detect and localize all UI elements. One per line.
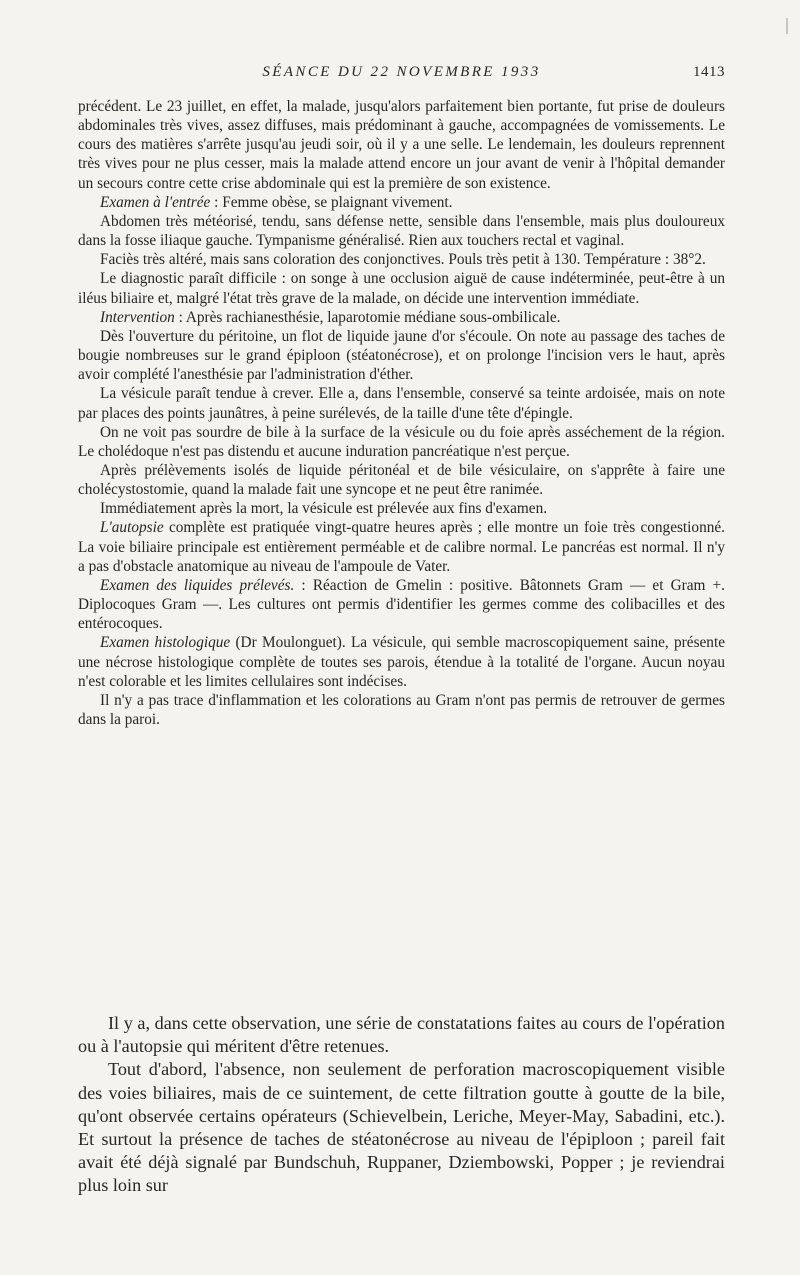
discussion-body — [78, 1012, 725, 1198]
paragraph — [78, 633, 725, 690]
italic-label: Examen à l'entrée — [100, 193, 211, 211]
paragraph — [78, 308, 725, 327]
paragraph: Il n'y a pas trace d'inflammation et les colorations au Gram n'ont pas permis de retrouver de germes dans la paroi. — [78, 691, 725, 728]
italic-label: Intervention — [100, 308, 175, 326]
paragraph: Faciès très altéré, mais sans coloration des conjonctives. Pouls très petit à 130. Température : 38°2. — [100, 251, 706, 269]
paragraph-text: : Réaction de Gmelin : positive. Bâtonnets Gram — et Gram +. Diplocoques Gram —. Les cultures ont permis d'identifier les germes comme des colibacilles et des entérocoques. — [78, 576, 726, 633]
paragraph — [78, 576, 725, 633]
running-header — [78, 64, 725, 86]
paragraph: Abdomen très météorisé, tendu, sans défense nette, sensible dans l'ensemble, mais plus douloureux dans la fosse iliaque gauche. Tympanisme généralisé. Rien aux touchers rectal et vaginal. — [78, 212, 725, 250]
paragraph-text: (Dr Moulonguet). La vésicule, qui semble macroscopiquement saine, présente une nécrose histologique complète de toutes ses parois, étendue à la totalité de l'organe. Aucun noyau n'est colorable et les limites cellulaires sont indécises. — [78, 634, 725, 690]
page-number: 1413 — [693, 64, 725, 80]
paragraph-text: : Après rachianesthésie, laparotomie médiane sous-ombilicale. — [174, 308, 561, 326]
italic-label: L'autopsie — [100, 519, 164, 537]
paragraph: Dès l'ouverture du péritoine, un flot de liquide jaune d'or s'écoule. On note au passage des taches de bougie nombreuses sur le grand épiploon (stéatonécrose), et on prolonge l'incision vers le haut, après avoir complété l'anesthésie par l'administration d'éther. — [78, 327, 725, 384]
paragraph-text: : Femme obèse, se plaignant vivement. — [210, 193, 453, 211]
paragraph: Immédiatement après la mort, la vésicule est prélevée aux fins d'examen. — [100, 500, 548, 518]
paragraph-text: complète est pratiquée vingt-quatre heures après ; elle montre un foie très congestionné. La voie biliaire principale est entièrement perméable et de calibre normal. Le pancréas est normal. Il n'y a pas d'obstacle anatomique au niveau de l'ampoule de Vater. — [78, 519, 725, 575]
page-edge-mark — [786, 18, 788, 34]
paragraph — [78, 193, 725, 212]
paragraph: La vésicule paraît tendue à crever. Elle a, dans l'ensemble, conservé sa teinte ardoisée, mais on note par places des points jaunâtres, à peine surélevés, de la taille d'une tête d'épingle. — [78, 385, 725, 422]
italic-label: Examen des liquides prélevés. — [100, 576, 295, 594]
paragraph — [78, 518, 725, 575]
header-title: SÉANCE DU 22 NOVEMBRE 1933 — [262, 64, 541, 80]
case-report-body — [78, 97, 725, 729]
paragraph: Il y a, dans cette observation, une série de constatations faites au cours de l'opération ou à l'autopsie qui méritent d'être retenues. — [78, 1013, 725, 1057]
paragraph: Tout d'abord, l'absence, non seulement de perforation macroscopiquement visible des voies biliaires, mais de ce suintement, de cette filtration goutte à goutte de la bile, qu'ont observée certains opérateurs (Schievelbein, Leriche, Meyer-May, Sabadini, etc.). Et surtout la présence de taches de stéatonécrose au niveau de l'épiploon ; pareil fait avait été déjà signalé par Bundschuh, Ruppaner, Dziembowski, Popper ; je reviendrai plus loin sur — [78, 1059, 725, 1196]
paragraph: Après prélèvements isolés de liquide péritonéal et de bile vésiculaire, on s'apprête à faire une cholécystostomie, quand la malade fait une syncope et ne peut être ranimée. — [78, 461, 725, 499]
paragraph: précédent. Le 23 juillet, en effet, la malade, jusqu'alors parfaitement bien portante, fut prise de douleurs abdominales très vives, assez diffuses, mais prédominant à gauche, accompagnées de vomissements. Le cours des matières s'arrête jusqu'au jeudi soir, où il y a une selle. Le lendemain, les douleurs reprennent très vives pour ne plus cesser, mais la malade attend encore un jour avant de venir à l'hôpital demander un secours contre cette crise abdominale qui est la première de son existence. — [78, 98, 725, 192]
italic-label: Examen histologique — [100, 634, 231, 652]
paragraph: On ne voit pas sourdre de bile à la surface de la vésicule ou du foie après asséchement de la région. Le cholédoque n'est pas distendu et aucune induration pancréatique n'est perçue. — [78, 423, 725, 460]
paragraph: Le diagnostic paraît difficile : on songe à une occlusion aiguë de cause indéterminée, peut-être à un iléus biliaire et, malgré l'état très grave de la malade, on décide une intervention immédiate. — [78, 270, 725, 307]
